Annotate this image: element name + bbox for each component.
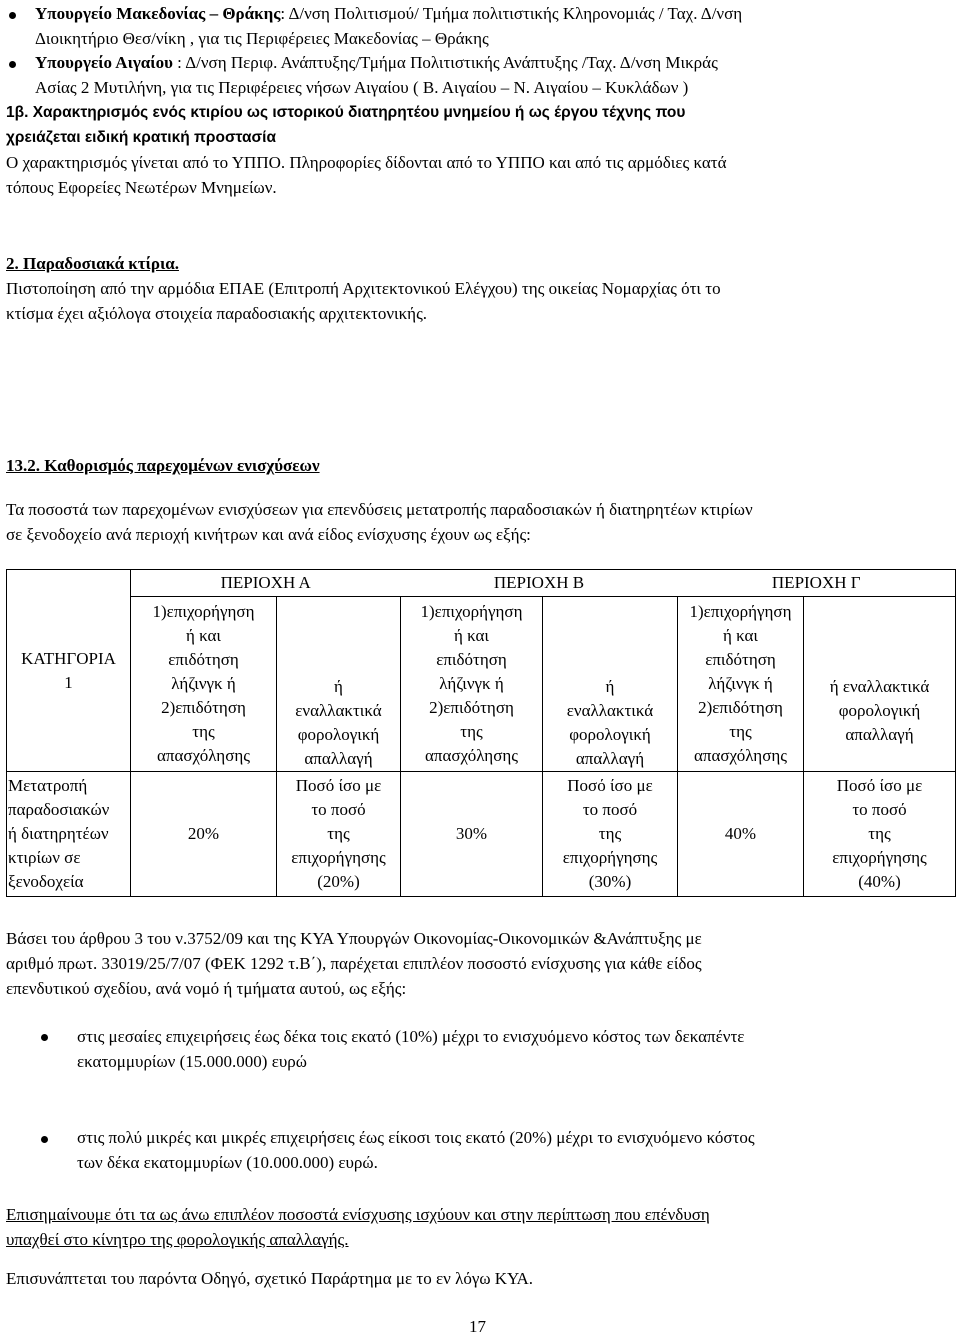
bullet-icon [41,1034,48,1041]
subsidy-header-line: ή και [185,626,222,645]
region-b-percent: 30% [401,772,543,897]
subsidy-header-line: 2)επιδότηση [698,698,783,717]
medium-enterprises-line2: εκατομμυρίων (15.000.000) ευρώ [77,1052,307,1071]
emphasis-line1: Επισημαίνουμε ότι τα ως άνω επιπλέον ποσοστά ενίσχυσης ισχύουν και στην περίπτωση που επένδυση [6,1205,710,1224]
bullet-icon [41,1136,48,1143]
subsidy-header-line: 1)επιχορήγηση [420,602,523,621]
region-a-percent: 20% [131,772,277,897]
section-1b-heading: 1β. Χαρακτηρισμός ενός κτιρίου ως ιστορικού διατηρητέου μνημείου ή ως έργου τέχνης που [6,104,686,121]
tax-value-line: το ποσό [311,800,366,819]
subsidy-header-line: της [460,722,483,741]
tax-header-c [804,597,956,772]
section-2-body: Πιστοποίηση από την αρμόδια ΕΠΑΕ (Επιτροπή Αρχιτεκτονικού Ελέγχου) της οικείας Νομαρχίας ότι το [6,279,721,298]
small-enterprises-line2: των δέκα εκατομμυρίων (10.000.000) ευρώ. [77,1153,378,1172]
row-label-line: ή διατηρητέων [8,824,109,843]
subsidy-header-a [131,597,277,772]
tax-value-line: της [327,824,350,843]
subsidy-header-line: επιδότηση [705,650,776,669]
attached-note: Επισυνάπτεται του παρόντα Οδηγό, σχετικό Παράρτημα με το εν λόγω ΚΥΑ. [6,1269,534,1288]
tax-header-line: φορολογική [297,725,380,744]
subsidy-header-c [678,597,804,772]
region-c-tax-cell [804,772,956,897]
aid-type-header-row [7,597,956,772]
section-2 [6,251,956,326]
legal-basis-paragraph [6,926,956,1001]
subsidy-header-line: απασχόλησης [693,746,787,765]
tax-header-line: εναλλακτικά [295,701,382,720]
region-a-header: ΠΕΡΙΟΧΗ Α [131,570,401,597]
section-1b-heading-line2: χρειάζεται ειδική κρατική προστασία [6,129,276,146]
region-c-header: ΠΕΡΙΟΧΗ Γ [678,570,956,597]
subsidy-header-line: ή και [453,626,490,645]
row-label-cell [7,772,131,897]
medium-enterprises-line1: στις μεσαίες επιχειρήσεις έως δέκα τοις εκατό (10%) μέχρι το ενισχυόμενο κόστος των δεκαπέντε [77,1027,745,1046]
subsidy-header-line: λήζινγκ ή [439,674,504,693]
subsidy-header-line: απασχόλησης [156,746,250,765]
section-1b-body-line2: τόπους Εφορείες Νεωτέρων Μνημείων. [6,178,277,197]
ministry-address-line2: Ασίας 2 Μυτιλήνη, για τις Περιφέρειες νήσων Αιγαίου ( Β. Αιγαίου – Ν. Αιγαίου – Κυκλάδων ) [35,78,689,97]
row-label-line: κτιρίων σε [8,848,81,867]
region-b-header: ΠΕΡΙΟΧΗ Β [401,570,678,597]
tax-header-line: απαλλαγή [304,749,373,768]
tax-value-line: (40%) [858,872,901,891]
tax-header-line: ή [334,677,343,696]
region-header-row [7,570,956,597]
small-enterprises-line1: στις πολύ μικρές και μικρές επιχειρήσεις έως είκοσι τοις εκατό (20%) μέχρι το ενισχυόμενο κόστος [77,1128,755,1147]
subsidy-header-line: ή και [722,626,759,645]
emphasis-note [6,1202,956,1252]
ministry-macedonia-item [35,1,960,51]
conversion-row [7,772,956,897]
medium-enterprises-item [77,1024,957,1074]
subsidy-header-line: απασχόλησης [424,746,518,765]
ministry-name: Υπουργείο Μακεδονίας – Θράκης [35,4,281,23]
page-number: 17 [469,1317,486,1336]
bullet-icon [9,12,16,19]
tax-value-line: της [598,824,622,843]
subsidy-header-line: 2)επιδότηση [429,698,514,717]
tax-header-spacer [806,747,953,771]
subsidy-header-line: επιδότηση [168,650,239,669]
section-1b-body: Ο χαρακτηρισμός γίνεται από το ΥΠΠΟ. Πληροφορίες δίδονται από το ΥΠΠΟ και από τις αρμόδιες κατά [6,153,727,172]
region-b-tax-cell [543,772,678,897]
tax-value-line: επιχορήγησης [291,848,386,867]
legal-basis-line2: αριθμό πρωτ. 33019/25/7/07 (ΦΕΚ 1292 τ.Β΄), παρέχεται επιπλέον ποσοστό ενίσχυσης για κάθε είδος [6,954,702,973]
subsidy-header-line: 1)επιχορήγηση [152,602,255,621]
row-label-line: παραδοσιακών [8,800,110,819]
tax-value-line: (20%) [317,872,360,891]
legal-basis-line3: επενδυτικού σχεδίου, ανά νομό ή τμήματα αυτού, ως εξής: [6,979,407,998]
subsidy-header-line: λήζινγκ ή [708,674,773,693]
tax-value-line: Ποσό ίσο με [567,776,653,795]
tax-header-line: φορολογική [569,725,651,744]
ministry-aegean-item [35,50,960,100]
tax-header-line: απαλλαγή [845,725,914,744]
tax-value-line: Ποσό ίσο με [836,776,923,795]
legal-basis-line1: Βάσει του άρθρου 3 του ν.3752/09 και της ΚΥΑ Υπουργών Οικονομίας-Οικονομικών &Ανάπτυξης με [6,929,702,948]
aid-rates-table [6,569,956,897]
tax-value-line: το ποσό [852,800,907,819]
subsidy-header-line: της [192,722,215,741]
section-13-2-body-line2: σε ξενοδοχείο ανά περιοχή κινήτρων και ανά είδος ενίσχυσης έχουν ως εξής: [6,525,531,544]
subsidy-header-b [401,597,543,772]
ministry-address-line2: Διοικητήριο Θεσ/νίκη , για τις Περιφέρειες Μακεδονίας – Θράκης [35,29,489,48]
row-label-line: Μετατροπή [8,776,88,795]
tax-value-line: το ποσό [582,800,638,819]
section-2-heading: 2. Παραδοσιακά κτίρια. [6,254,179,273]
tax-value-line: (30%) [588,872,632,891]
section-13-2-body [6,497,956,547]
tax-header-line: εναλλακτικά [566,701,654,720]
tax-value-line: επιχορήγησης [562,848,658,867]
section-13-2-body-line1: Τα ποσοστά των παρεχομένων ενισχύσεων για επενδύσεις μετατροπής παραδοσιακών ή διατηρητέων κτιρίων [6,500,753,519]
section-2-body-line2: κτίσμα έχει αξιόλογα στοιχεία παραδοσιακής αρχιτεκτονικής. [6,304,428,323]
region-a-tax-cell [277,772,401,897]
subsidy-header-line: λήζινγκ ή [171,674,236,693]
tax-header-b [543,597,678,772]
subsidy-header-line: επιδότηση [436,650,507,669]
tax-value-line: της [868,824,891,843]
ministry-address: : Δ/νση Πολιτισμού/ Τμήμα πολιτιστικής Κληρονομιάς / Ταχ. Δ/νση [280,4,743,23]
row-label-line: ξενοδοχεία [8,872,84,891]
tax-value-line: Ποσό ίσο με [295,776,382,795]
category-header-cell [7,570,131,772]
subsidy-header-line: της [729,722,752,741]
ministry-address: : Δ/νση Περιφ. Ανάπτυξης/Τμήμα Πολιτιστικής Ανάπτυξης /Ταχ. Δ/νση Μικράς [172,53,718,72]
emphasis-line2: υπαχθεί στο κίνητρο της φορολογικής απαλλαγής. [6,1230,349,1249]
ministry-name: Υπουργείο Αιγαίου [35,53,173,72]
bullet-icon [9,61,16,68]
category-number: 1 [64,672,73,692]
tax-header-a [277,597,401,772]
section-13-2-heading: 13.2. Καθορισμός παρεχομένων ενισχύσεων [6,456,320,475]
tax-header-line: απαλλαγή [575,749,645,768]
subsidy-header-line: 2)επιδότηση [161,698,246,717]
small-enterprises-item [77,1125,957,1175]
section-1b [6,100,956,200]
tax-value-line: επιχορήγησης [832,848,927,867]
tax-header-line: ή [605,677,615,696]
category-header: ΚΑΤΗΓΟΡΙΑ [21,648,116,668]
tax-header-line: φορολογική [838,701,921,720]
region-c-percent: 40% [678,772,804,897]
subsidy-header-line: 1)επιχορήγηση [689,602,792,621]
tax-header-line: ή εναλλακτικά [829,677,930,696]
